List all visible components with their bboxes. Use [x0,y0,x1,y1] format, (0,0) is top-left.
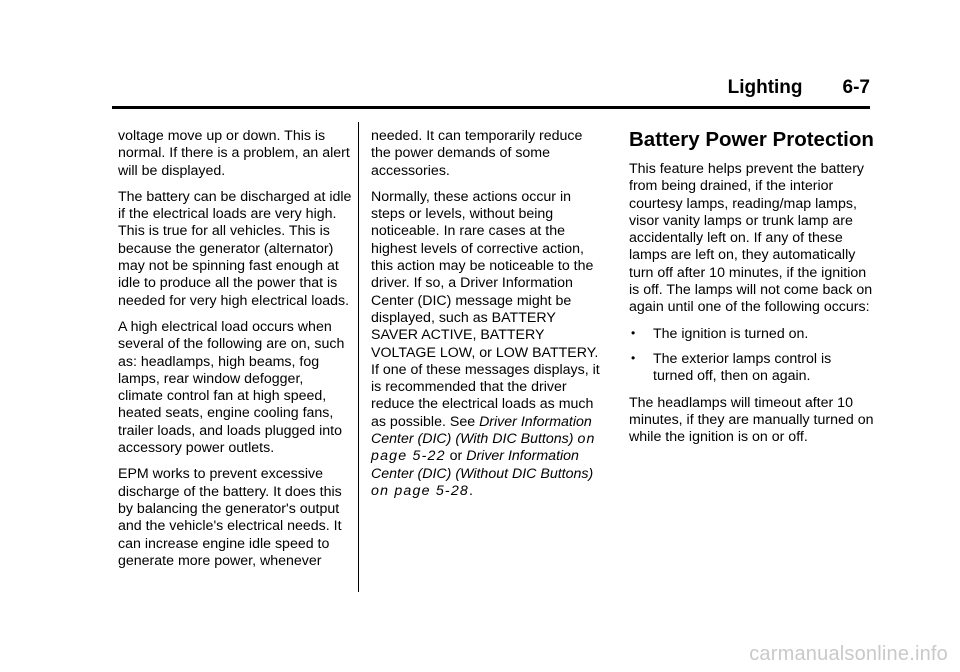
list-item: • The exterior lamps control is turned off, then on again. [629,351,874,386]
bullet-list [629,326,874,386]
paragraph: voltage move up or down. This is normal. If there is a problem, an alert will be displayed. [118,128,350,179]
list-item: • The ignition is turned on. [629,326,874,343]
section-heading: Battery Power Protection [629,128,874,151]
watermark: carmanualsonline.info [749,643,948,665]
paragraph: The battery can be discharged at idle if the electrical loads are very high. This is true for all vehicles. This is because the generator (alternator) may not be spinning fast enough at idle to produce all the power that is needed for very high electrical loads. [118,188,352,309]
paragraph: The headlamps will timeout after 10 minutes, if they are manually turned on while the ignition is on or off. [629,394,874,446]
paragraph: This feature helps prevent the battery from being drained, if the interior courtesy lamps, reading/map lamps, visor vanity lamps or trunk lamp are accidentally left on. If any of these lamps are left on, they automatically turn off after 10 minutes, if the ignition is off. The lamps will not come back on again until one of the following occurs: [629,161,873,316]
cross-reference-title[interactable]: Driver Information Center (DIC) (With DIC Buttons) [371,413,592,448]
page-header [112,76,870,109]
paragraph-text: Normally, these actions occur in steps or levels, without being noticeable. In rare cases at the highest levels of corrective action, this action may be noticeable to the driver. If so, a Driver Information Center (DIC) message might be displayed, such as BATTERY SAVER ACTIVE, BATTERY VOLTAGE LOW, or LOW BATTERY. If one of these messages displays, it is recommended that the driver reduce the electrical loads as much as possible. See [371,188,600,430]
punctuation: . [469,482,473,499]
page-number: 6-7 [842,77,870,98]
cross-reference-title[interactable]: Driver Information Center (DIC) (Without DIC Buttons) [371,448,594,482]
column-right [629,128,874,455]
section-title: Lighting [727,77,803,98]
paragraph: A high electrical load occurs when several of the following are on, such as: headlamps, high beams, fog lamps, rear window defogger, climate control fan at high speed, heated seats, engine cooling fans, trailer loads, and loads plugged into accessory power outlets. [118,318,345,457]
cross-reference-page[interactable]: on page 5-28 [371,482,470,499]
cross-reference-on[interactable]: on [577,431,596,448]
conjunction-text: or [445,448,467,465]
column-left [118,128,352,579]
paragraph: EPM works to prevent excessive discharge of the battery. It does this by balancing the generator's output and the vehicle's electrical needs. It can increase engine idle speed to generate more power, whenever [118,466,342,569]
paragraph [371,189,605,500]
column-divider [358,122,359,592]
column-middle [371,128,605,509]
paragraph: needed. It can temporarily reduce the power demands of some accessories. [371,128,583,179]
cross-reference-page[interactable]: page 5-22 [371,448,446,465]
